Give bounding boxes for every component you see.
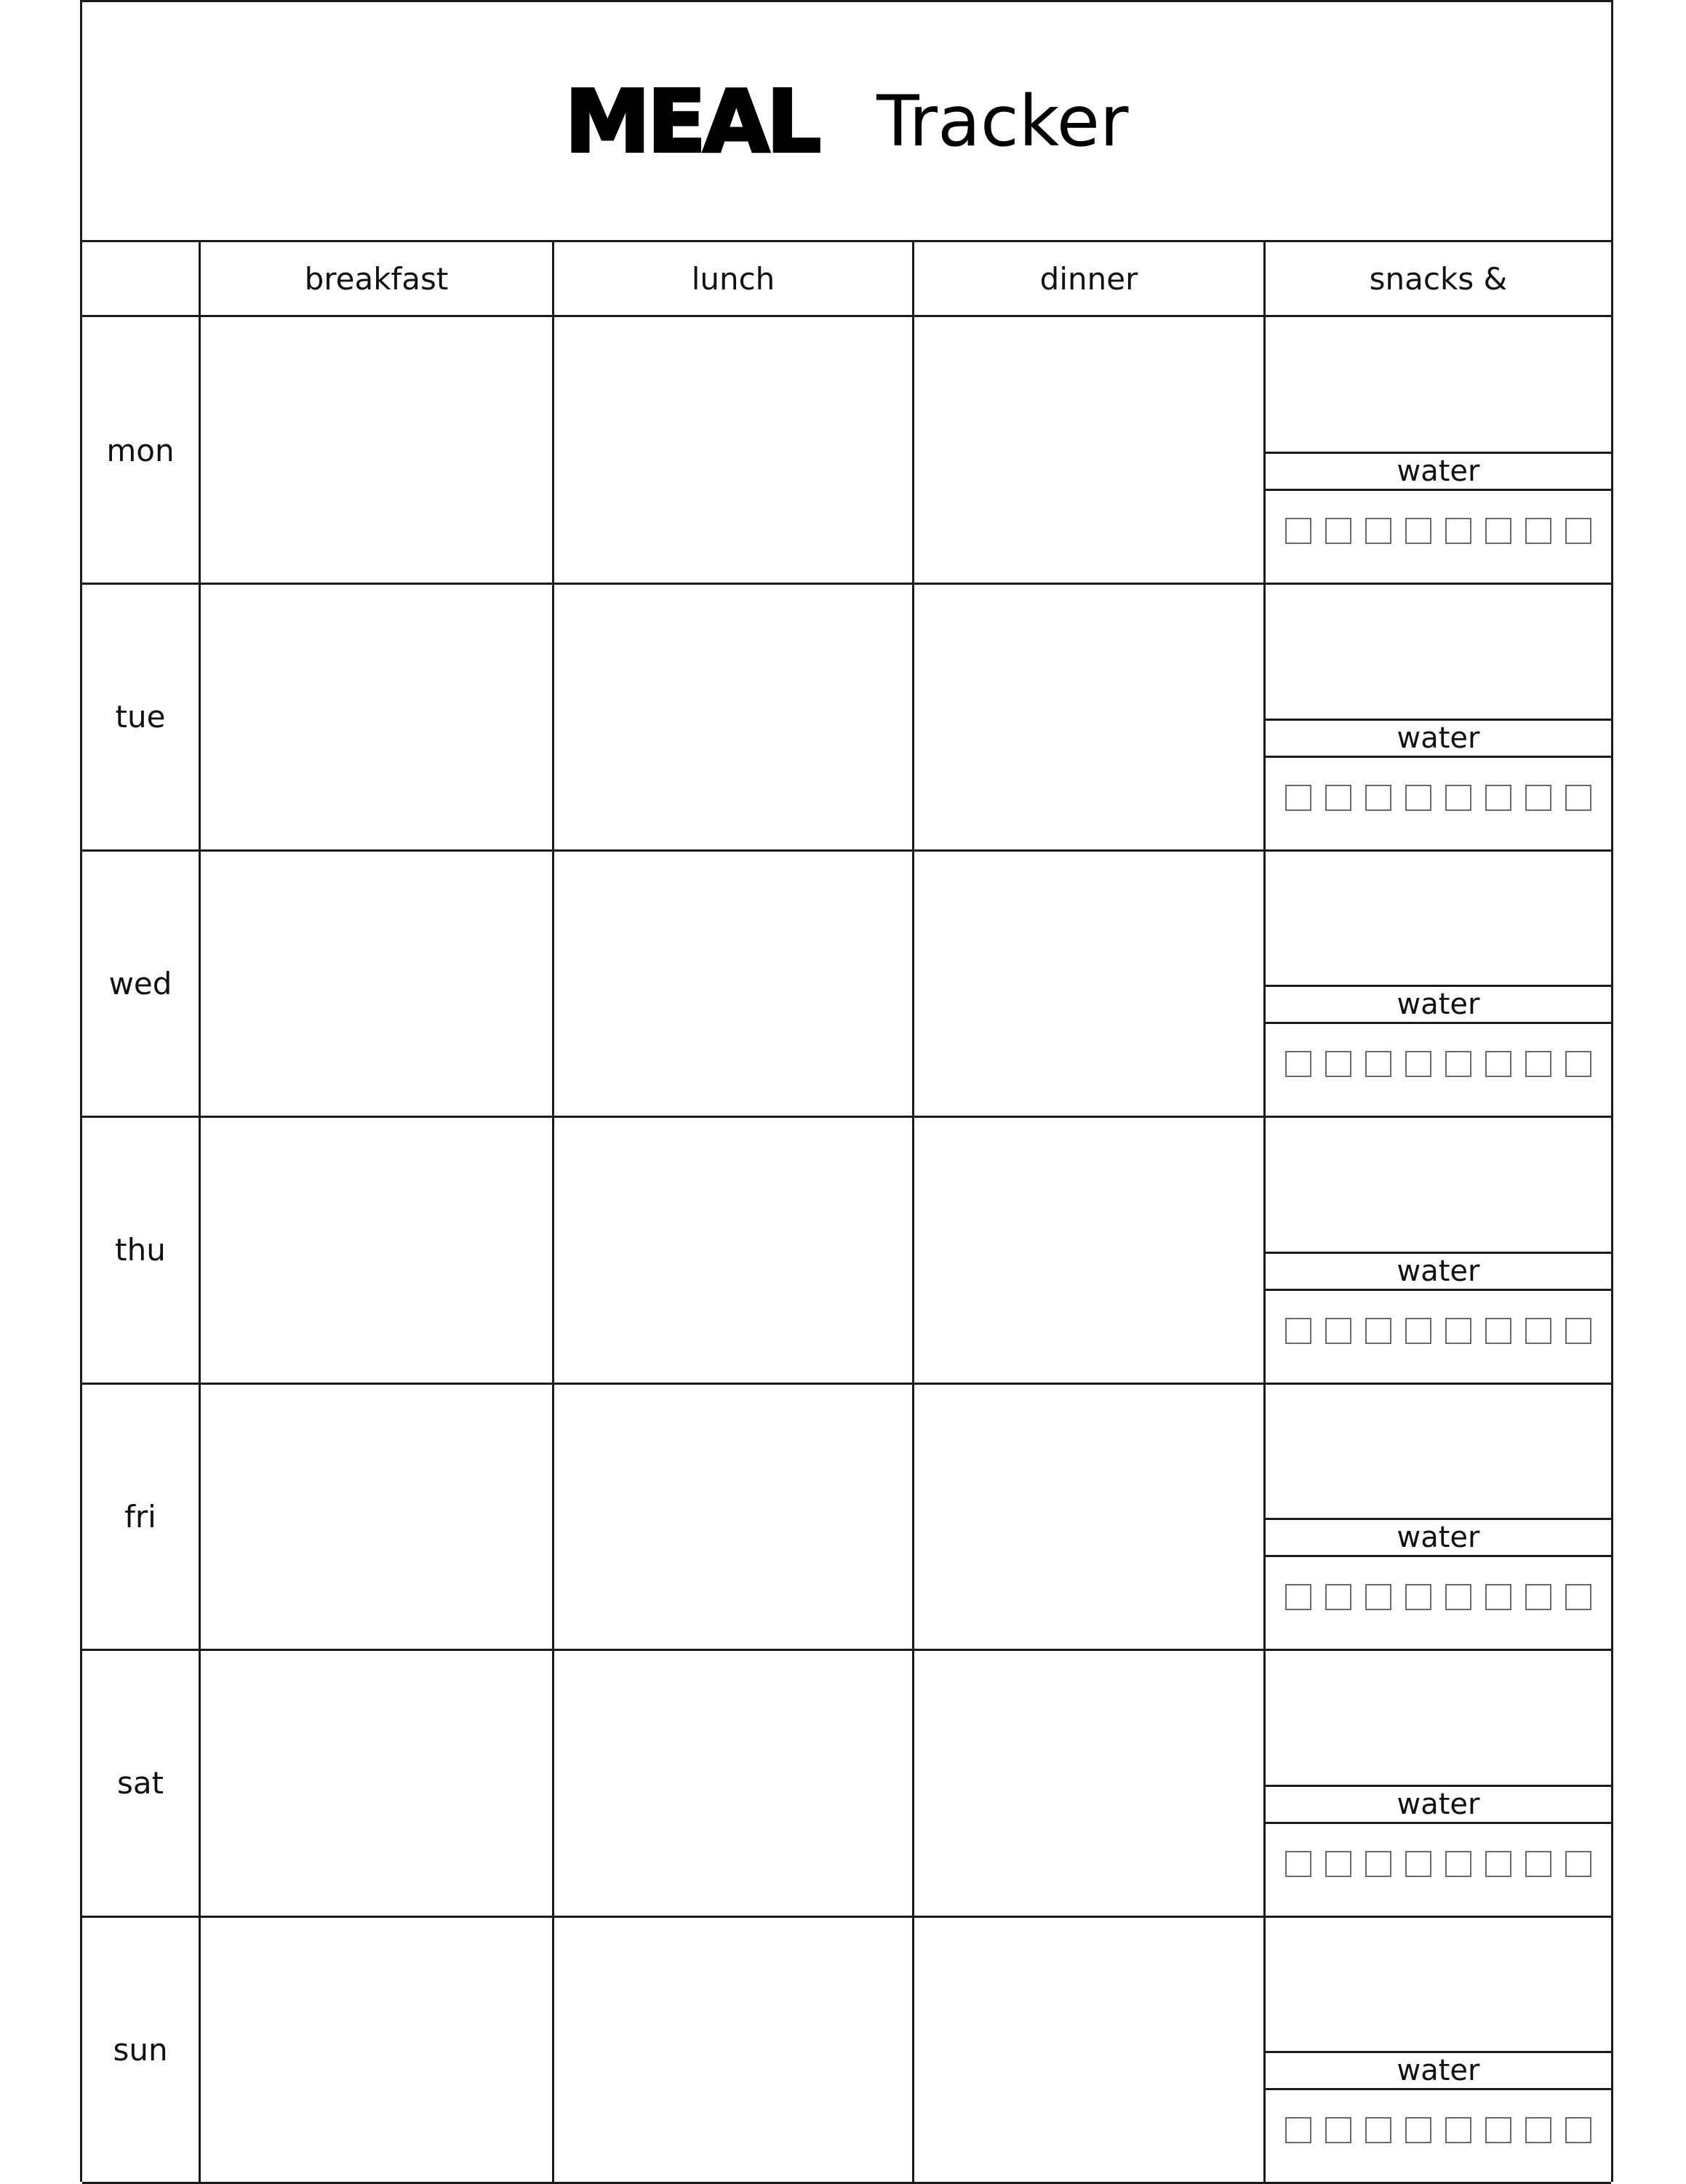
water-label: water [1266, 452, 1611, 491]
meal-cell-fri-breakfast[interactable] [201, 1383, 552, 1648]
title-bold-word: MEAL [564, 71, 819, 172]
water-cup-checkbox[interactable] [1525, 1318, 1551, 1344]
day-label-wed: wed [108, 965, 172, 1001]
meal-cell-sat-dinner[interactable] [914, 1650, 1263, 1915]
water-cup-checkbox[interactable] [1405, 1584, 1431, 1610]
meal-cell-thu-lunch[interactable] [554, 1117, 912, 1382]
column-header-dinner: dinner [1039, 260, 1138, 297]
snacks-water-block-fri [1266, 1383, 1611, 1650]
meal-cell-tue-lunch[interactable] [554, 584, 912, 849]
water-cup-checkbox[interactable] [1285, 2117, 1311, 2143]
column-header-lunch: lunch [691, 260, 775, 297]
day-label-mon: mon [106, 432, 175, 468]
water-label: water [1266, 985, 1611, 1024]
water-label: water [1266, 1252, 1611, 1291]
water-cup-checkbox[interactable] [1405, 1318, 1431, 1344]
water-cup-checkbox[interactable] [1325, 2117, 1351, 2143]
water-cup-checkbox[interactable] [1285, 1051, 1311, 1077]
water-cups-sat [1266, 1851, 1611, 1877]
water-cup-checkbox[interactable] [1285, 1318, 1311, 1344]
meal-cell-tue-dinner[interactable] [914, 584, 1263, 849]
water-cup-checkbox[interactable] [1445, 1318, 1471, 1344]
meal-cell-sun-dinner[interactable] [914, 1916, 1263, 2181]
meal-tracker-sheet [80, 0, 1613, 2182]
snacks-water-block-sat [1266, 1650, 1611, 1917]
water-cup-checkbox[interactable] [1365, 518, 1391, 544]
meal-cell-mon-dinner[interactable] [914, 317, 1263, 582]
meal-cell-mon-lunch[interactable] [554, 317, 912, 582]
water-cup-checkbox[interactable] [1405, 785, 1431, 811]
snack-cell-thu[interactable] [1266, 1117, 1611, 1252]
day-label-tue: tue [115, 699, 166, 735]
water-cup-checkbox[interactable] [1445, 785, 1471, 811]
water-label: water [1266, 1785, 1611, 1824]
snack-cell-wed[interactable] [1266, 850, 1611, 985]
snacks-water-block-wed [1266, 850, 1611, 1117]
water-cup-checkbox[interactable] [1405, 2117, 1431, 2143]
water-cups-tue [1266, 785, 1611, 811]
water-cup-checkbox[interactable] [1525, 1584, 1551, 1610]
water-cup-checkbox[interactable] [1565, 1051, 1591, 1077]
meal-cell-thu-dinner[interactable] [914, 1117, 1263, 1382]
column-header-snacks: snacks & [1369, 260, 1508, 297]
water-cup-checkbox[interactable] [1525, 2117, 1551, 2143]
water-cups-wed [1266, 1051, 1611, 1077]
water-cup-checkbox[interactable] [1405, 518, 1431, 544]
snack-cell-fri[interactable] [1266, 1383, 1611, 1518]
water-cup-checkbox[interactable] [1565, 518, 1591, 544]
water-cup-checkbox[interactable] [1325, 518, 1351, 544]
water-cup-checkbox[interactable] [1325, 1851, 1351, 1877]
water-cup-checkbox[interactable] [1325, 1051, 1351, 1077]
water-cup-checkbox[interactable] [1565, 1851, 1591, 1877]
water-label: water [1266, 2051, 1611, 2090]
water-cup-checkbox[interactable] [1325, 1318, 1351, 1344]
water-cups-mon [1266, 518, 1611, 544]
water-cup-checkbox[interactable] [1365, 1584, 1391, 1610]
snack-cell-tue[interactable] [1266, 584, 1611, 719]
water-cup-checkbox[interactable] [1485, 2117, 1511, 2143]
snacks-water-block-tue [1266, 584, 1611, 851]
title-band [82, 2, 1611, 242]
snacks-water-block-thu [1266, 1117, 1611, 1384]
water-cup-checkbox[interactable] [1485, 1851, 1511, 1877]
water-cup-checkbox[interactable] [1525, 785, 1551, 811]
water-cup-checkbox[interactable] [1365, 1318, 1391, 1344]
water-cup-checkbox[interactable] [1565, 2117, 1591, 2143]
water-cup-checkbox[interactable] [1445, 1584, 1471, 1610]
day-label-sat: sat [116, 1765, 164, 1801]
meal-cell-fri-lunch[interactable] [554, 1383, 912, 1648]
water-cup-checkbox[interactable] [1525, 518, 1551, 544]
water-cup-checkbox[interactable] [1365, 2117, 1391, 2143]
water-label: water [1266, 719, 1611, 758]
tracker-grid [82, 242, 1611, 2184]
water-cup-checkbox[interactable] [1365, 785, 1391, 811]
meal-cell-thu-breakfast[interactable] [201, 1117, 552, 1382]
water-cup-checkbox[interactable] [1445, 2117, 1471, 2143]
water-cup-checkbox[interactable] [1445, 1851, 1471, 1877]
meal-cell-sat-breakfast[interactable] [201, 1650, 552, 1915]
water-cup-checkbox[interactable] [1565, 1318, 1591, 1344]
meal-cell-sun-lunch[interactable] [554, 1916, 912, 2181]
water-cups-fri [1266, 1584, 1611, 1610]
meal-cell-wed-dinner[interactable] [914, 850, 1263, 1115]
snack-cell-sun[interactable] [1266, 1916, 1611, 2051]
water-cups-sun [1266, 2117, 1611, 2143]
day-label-thu: thu [115, 1232, 166, 1268]
meal-cell-mon-breakfast[interactable] [201, 317, 552, 582]
meal-cell-wed-breakfast[interactable] [201, 850, 552, 1115]
water-cup-checkbox[interactable] [1445, 518, 1471, 544]
water-cup-checkbox[interactable] [1325, 1584, 1351, 1610]
meal-cell-fri-dinner[interactable] [914, 1383, 1263, 1648]
meal-cell-tue-breakfast[interactable] [201, 584, 552, 849]
title-light-word: Tracker [876, 80, 1129, 162]
water-cup-checkbox[interactable] [1485, 518, 1511, 544]
water-cup-checkbox[interactable] [1525, 1851, 1551, 1877]
water-cup-checkbox[interactable] [1405, 1851, 1431, 1877]
water-cup-checkbox[interactable] [1565, 785, 1591, 811]
water-cup-checkbox[interactable] [1485, 785, 1511, 811]
meal-cell-sun-breakfast[interactable] [201, 1916, 552, 2181]
water-cup-checkbox[interactable] [1325, 785, 1351, 811]
water-cup-checkbox[interactable] [1485, 1584, 1511, 1610]
snack-cell-mon[interactable] [1266, 317, 1611, 452]
snack-cell-sat[interactable] [1266, 1650, 1611, 1785]
water-cups-thu [1266, 1318, 1611, 1344]
water-cup-checkbox[interactable] [1445, 1051, 1471, 1077]
water-cup-checkbox[interactable] [1405, 1051, 1431, 1077]
snacks-water-block-sun [1266, 1916, 1611, 2183]
water-cup-checkbox[interactable] [1285, 518, 1311, 544]
meal-cell-sat-lunch[interactable] [554, 1650, 912, 1915]
water-label: water [1266, 1518, 1611, 1557]
water-cup-checkbox[interactable] [1365, 1051, 1391, 1077]
day-label-sun: sun [113, 2031, 168, 2068]
water-cup-checkbox[interactable] [1485, 1051, 1511, 1077]
meal-cell-wed-lunch[interactable] [554, 850, 912, 1115]
day-label-fri: fri [124, 1498, 156, 1535]
column-header-breakfast: breakfast [304, 260, 449, 297]
water-cup-checkbox[interactable] [1565, 1584, 1591, 1610]
water-cup-checkbox[interactable] [1285, 1851, 1311, 1877]
snacks-water-block-mon [1266, 317, 1611, 584]
water-cup-checkbox[interactable] [1525, 1051, 1551, 1077]
water-cup-checkbox[interactable] [1285, 1584, 1311, 1610]
water-cup-checkbox[interactable] [1485, 1318, 1511, 1344]
water-cup-checkbox[interactable] [1285, 785, 1311, 811]
water-cup-checkbox[interactable] [1365, 1851, 1391, 1877]
